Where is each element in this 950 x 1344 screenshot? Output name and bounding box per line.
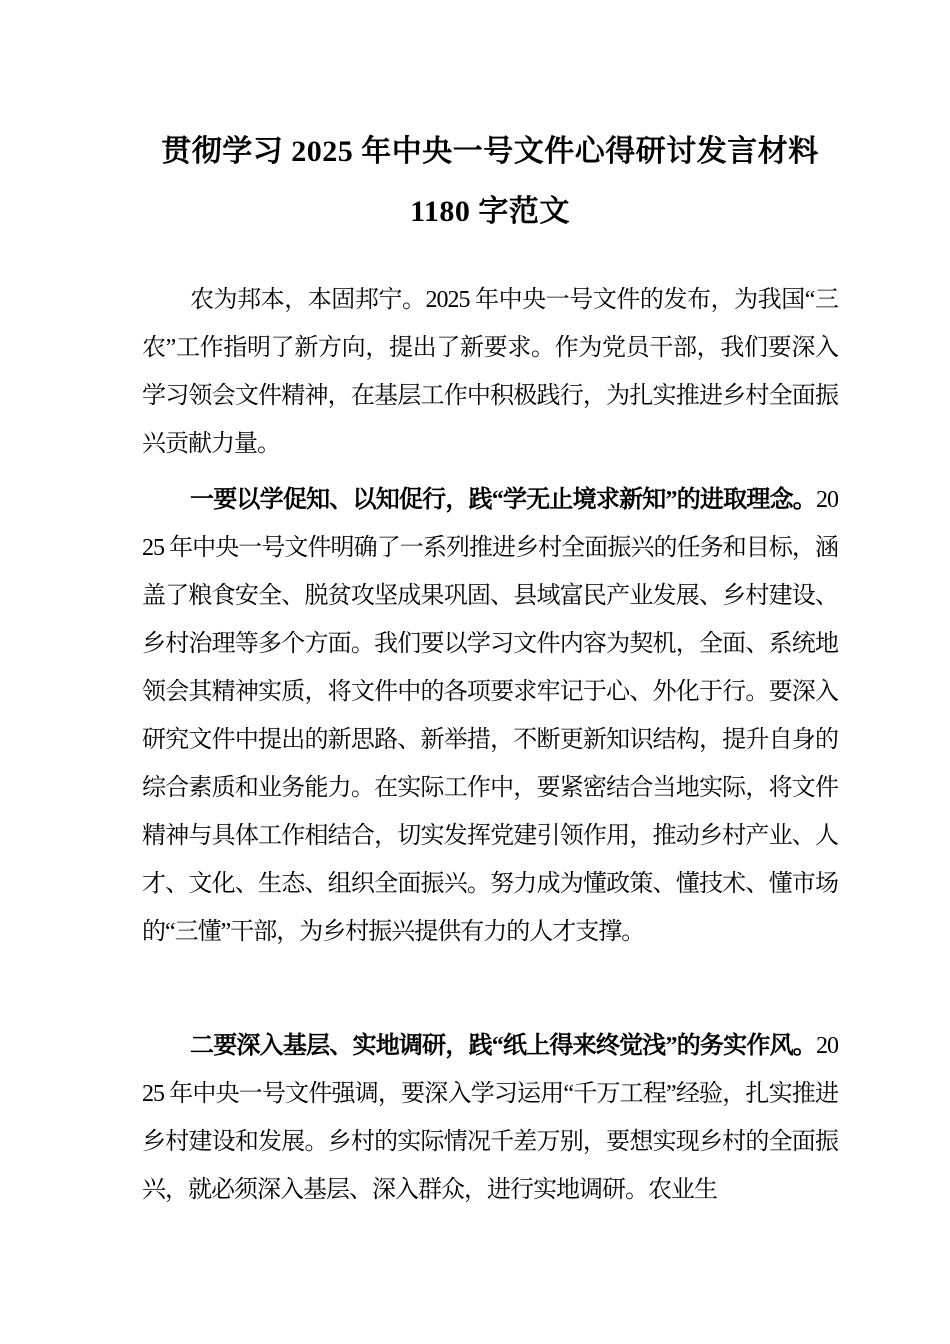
- paragraph-point-one-text: 2025 年中央一号文件明确了一系列推进乡村全面振兴的任务和目标，涵盖了粮食安全、脱贫攻坚成果巩固、县域富民产业发展、乡村建设、乡村治理等多个方面。我们要以学习文件内容为契机，全面、系统地领会其精神实质，将文件中的各项要求牢记于心、外化于行。要深入研究文件中提出的新思路、新举措，不断更新知识结构，提升自身的综合素质和业务能力。在实际工作中，要紧密结合当地实际，将文件精神与具体工作相结合，切实发挥党建引领作用，推动乡村产业、人才、文化、生态、组织全面振兴。努力成为懂政策、懂技术、懂市场的“三懂”干部，为乡村振兴提供有力的人才支撑。: [142, 487, 838, 945]
- paragraph-intro: [142, 276, 838, 468]
- paragraph-intro-text: 农为邦本，本固邦宁。2025 年中央一号文件的发布，为我国“三农”工作指明了新方向，提出了新要求。作为党员干部，我们要深入学习领会文件精神，在基层工作中积极践行，为扎实推进乡村全面振兴贡献力量。: [142, 287, 838, 457]
- document-title-line1: 贯彻学习 2025 年中央一号文件心得研讨发言材料: [161, 135, 819, 168]
- document-title: [142, 122, 838, 242]
- paragraph-point-one-lead: 一要以学促知、以知促行，践“学无止境求新知”的进取理念。: [190, 487, 816, 513]
- document-title-line2: 1180 字范文: [410, 195, 570, 228]
- paragraph-point-two-lead: 二要深入基层、实地调研，践“纸上得来终觉浅”的务实作风。: [190, 1033, 816, 1059]
- document-body: [142, 276, 838, 1214]
- paragraph-point-two: [142, 1022, 838, 1214]
- paragraph-point-one: [142, 476, 838, 956]
- paragraph-point-two-text: 2025 年中央一号文件强调，要深入学习运用“千万工程”经验，扎实推进乡村建设和发展。乡村的实际情况千差万别，要想实现乡村的全面振兴，就必须深入基层、深入群众，进行实地调研。农业生: [142, 1033, 838, 1203]
